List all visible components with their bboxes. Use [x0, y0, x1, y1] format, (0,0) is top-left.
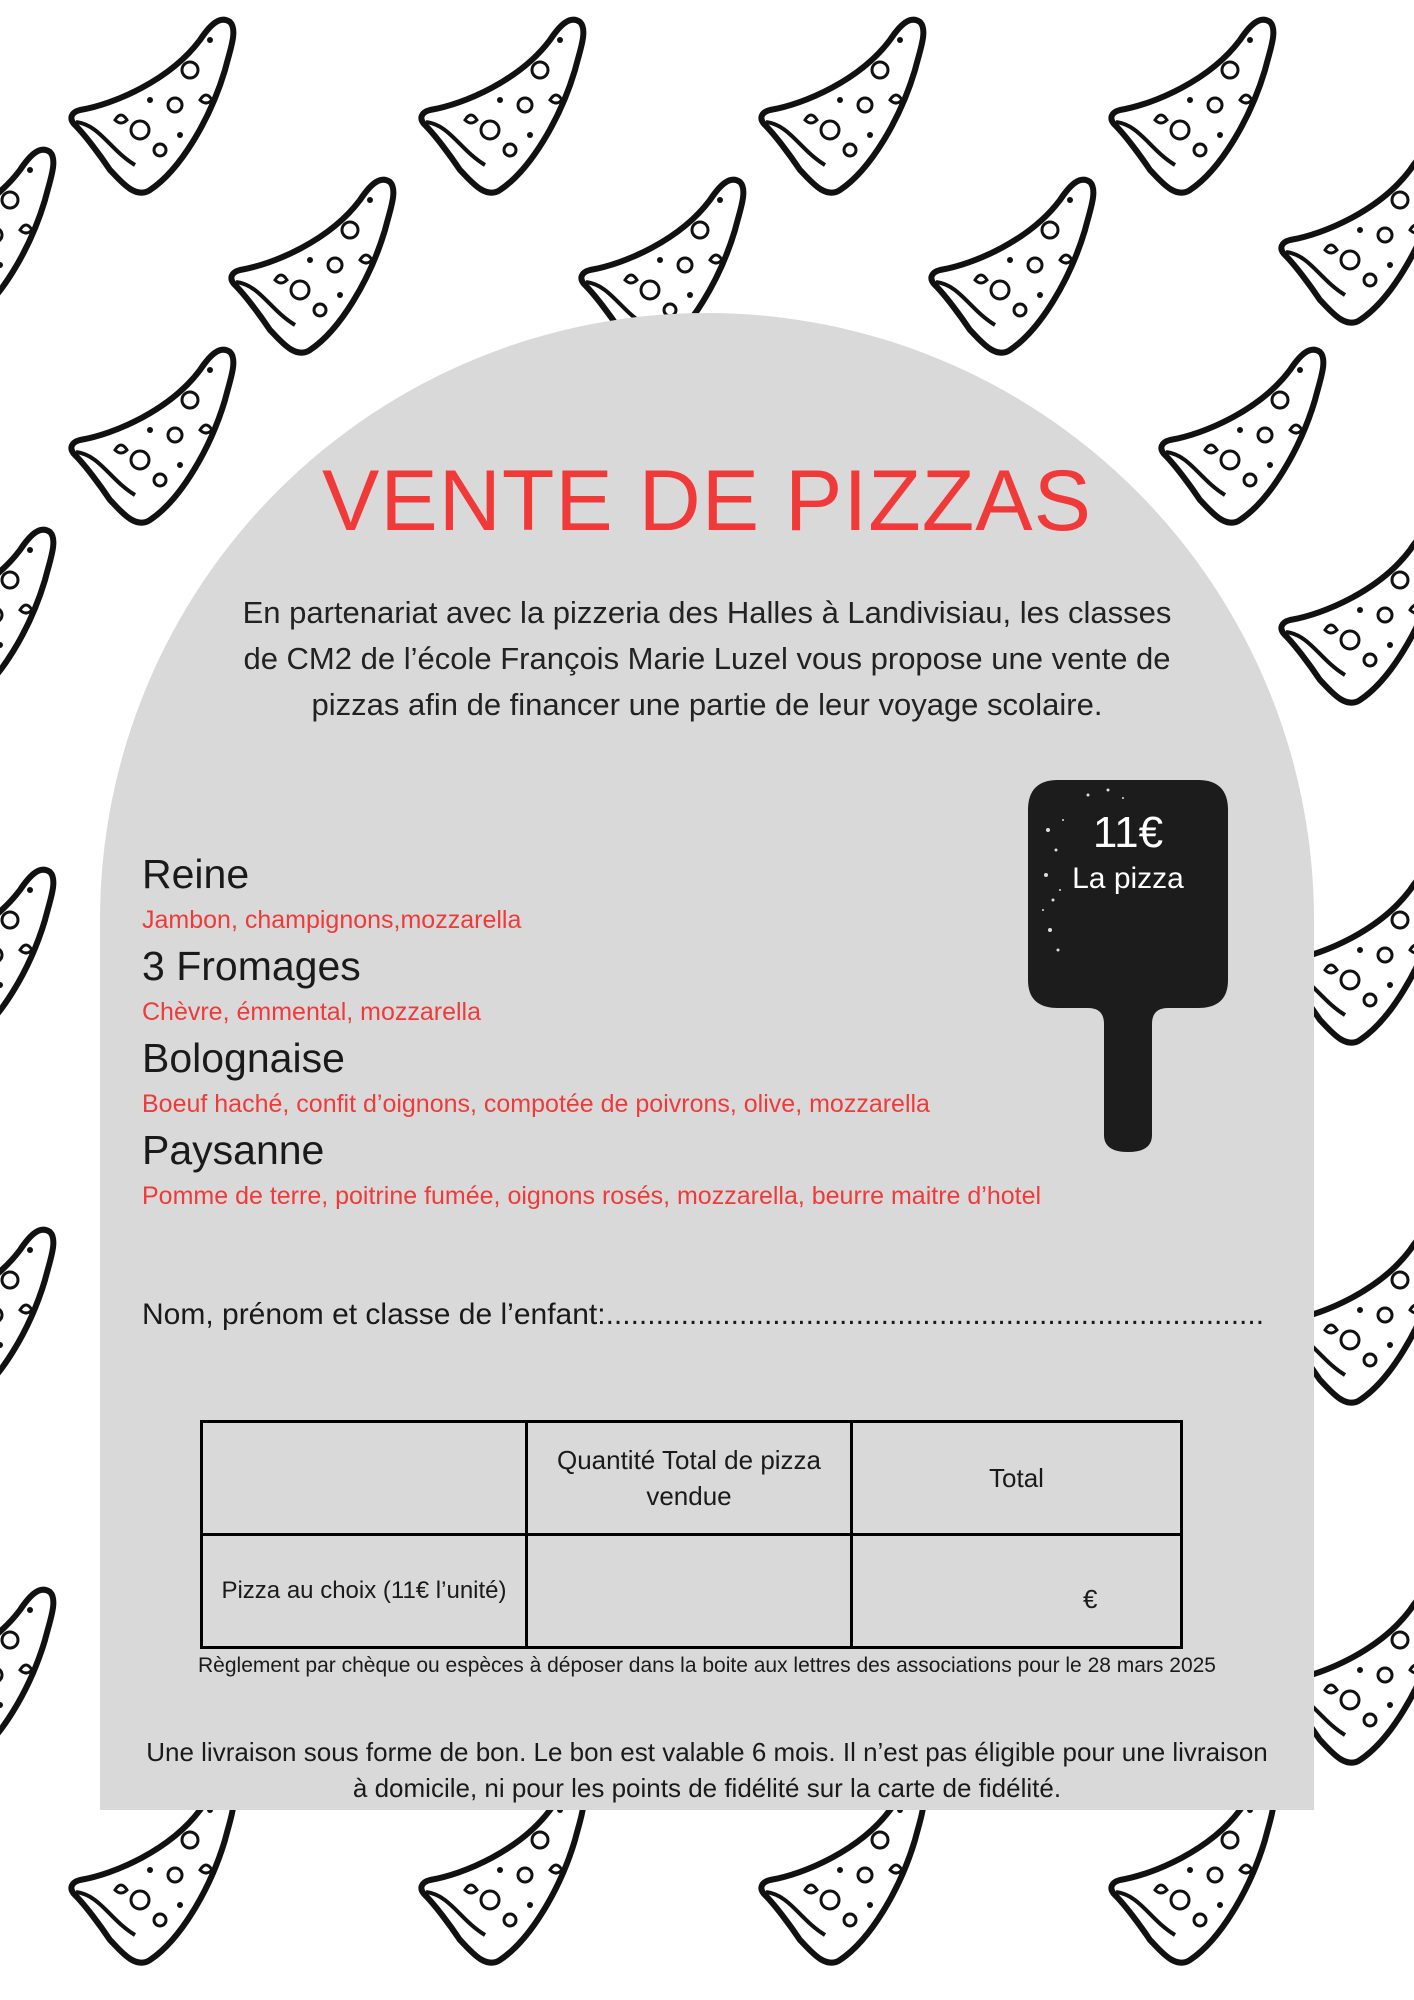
row-label: Pizza au choix (11€ l’unité): [202, 1535, 527, 1648]
pizza-name: Reine: [142, 851, 250, 897]
pizza-ingredients: Jambon, champignons,mozzarella: [142, 906, 522, 934]
order-table: [200, 1420, 1183, 1649]
pizza-name: Paysanne: [142, 1127, 325, 1173]
total-cell[interactable]: [852, 1535, 1182, 1648]
price-value: 11€: [1092, 808, 1164, 857]
child-name-label: Nom, prénom et classe de l’enfant:: [142, 1298, 606, 1331]
delivery-note: [100, 1734, 1314, 1806]
intro-paragraph: [170, 590, 1244, 728]
child-name-field[interactable]: [142, 1298, 1282, 1332]
payment-note: Règlement par chèque ou espèces à déposer dans la boite aux lettres des associations pour le 28 mars 2025: [198, 1654, 1216, 1677]
intro-line: pizzas afin de financer une partie de leur voyage scolaire.: [311, 687, 1103, 722]
delivery-line: à domicile, ni pour les points de fidélité sur la carte de fidélité.: [352, 1773, 1062, 1803]
table-header-empty: [202, 1422, 527, 1535]
child-name-dots: ...............................................................................: [605, 1298, 1265, 1331]
delivery-line: Une livraison sous forme de bon. Le bon est valable 6 mois. Il n’est pas éligible pour une livraison: [146, 1737, 1268, 1767]
table-header-row: [202, 1422, 1182, 1535]
quantity-cell[interactable]: [527, 1535, 852, 1648]
pizza-name: Bolognaise: [142, 1035, 345, 1081]
table-row: [202, 1535, 1182, 1648]
pizza-ingredients: Boeuf haché, confit d’oignons, compotée de poivrons, olive, mozzarella: [142, 1090, 930, 1118]
table-header-total: Total: [852, 1422, 1182, 1535]
pizza-menu: [142, 848, 1142, 1216]
page-title: VENTE DE PIZZAS: [321, 453, 1093, 549]
pizza-ingredients: Chèvre, émmental, mozzarella: [142, 998, 482, 1026]
price-label: La pizza: [1072, 862, 1184, 895]
pizza-item: [142, 848, 1142, 940]
intro-line: de CM2 de l’école François Marie Luzel vous propose une vente de: [243, 641, 1171, 676]
pizza-item: [142, 940, 1142, 1032]
pizza-item: [142, 1032, 1142, 1124]
table-header-quantity: Quantité Total de pizza vendue: [527, 1422, 852, 1535]
pizza-item: [142, 1124, 1142, 1216]
pizza-name: 3 Fromages: [142, 943, 361, 989]
euro-symbol: €: [1083, 1584, 1098, 1614]
intro-line: En partenariat avec la pizzeria des Halles à Landivisiau, les classes: [242, 595, 1172, 630]
pizza-ingredients: Pomme de terre, poitrine fumée, oignons rosés, mozzarella, beurre maitre d’hotel: [142, 1182, 1042, 1210]
